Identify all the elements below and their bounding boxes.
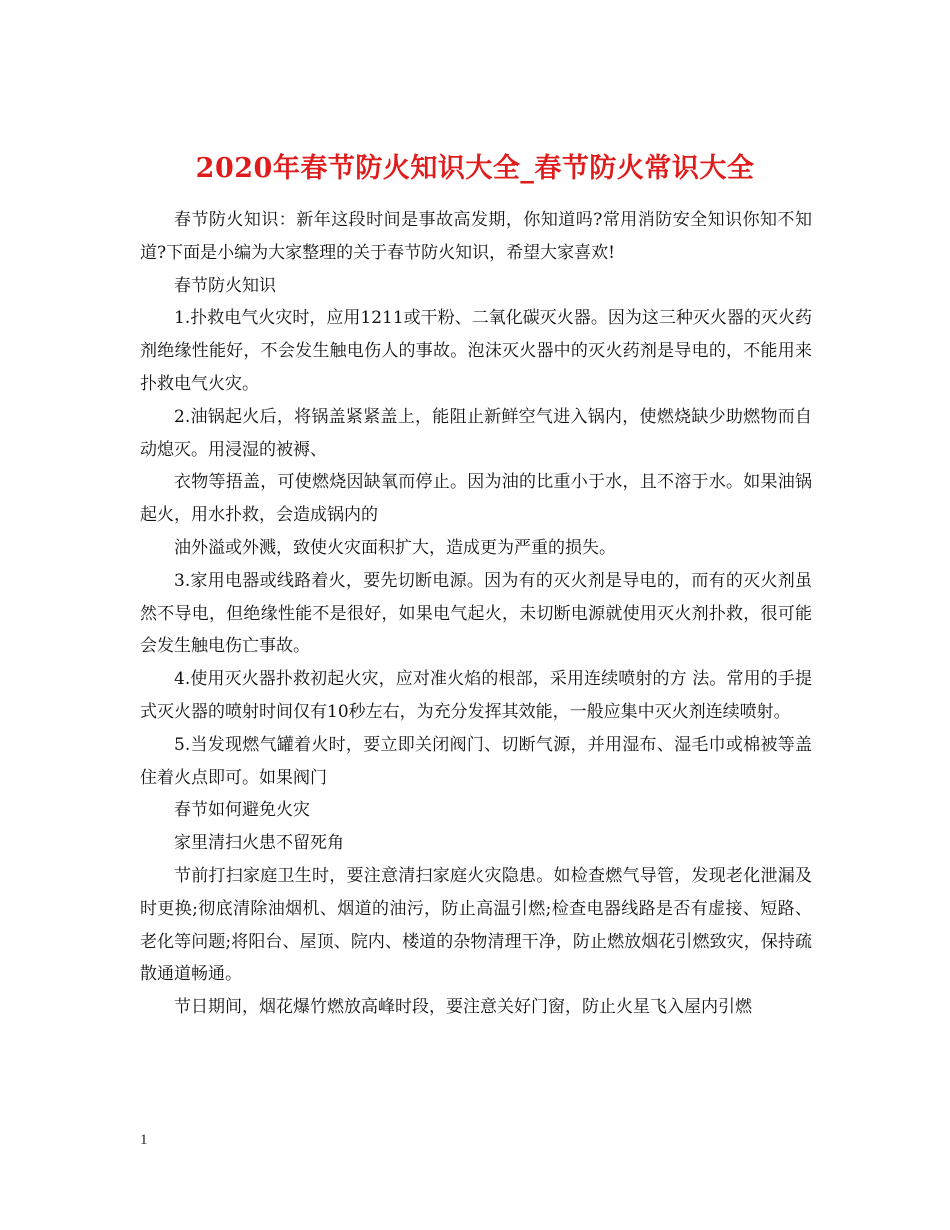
- paragraph-item-5: 5.当发现燃气罐着火时，要立即关闭阀门、切断气源，并用湿布、湿毛巾或棉被等盖住着火点即可。如果阀门: [140, 734, 812, 788]
- paragraph-item-2: 2.油锅起火后，将锅盖紧紧盖上，能阻止新鲜空气进入锅内，使燃烧缺少助燃物而自动熄灭。用浸湿的被褥、: [140, 406, 812, 460]
- paragraph-item-4: 4.使用灭火器扑救初起火灾，应对准火焰的根部，采用连续喷射的方 法。常用的手提式灭火器的喷射时间仅有10秒左右，为充分发挥其效能，一般应集中灭火剂连续喷射。: [140, 669, 812, 722]
- document-body: [140, 204, 812, 1024]
- paragraph-item-2-end: 油外溢或外溅，致使火灾面积扩大，造成更为严重的损失。: [174, 537, 616, 558]
- section-heading: 春节防火知识: [174, 275, 276, 296]
- paragraph-item-2-cont: 衣物等捂盖，可使燃烧因缺氧而停止。因为油的比重小于水，且不溶于水。如果油锅起火，用水扑救，会造成锅内的: [140, 472, 812, 526]
- paragraph-item-1: 1.扑救电气火灾时，应用1211或干粉、二氧化碳灭火器。因为这三种灭火器的灭火药剂绝缘性能好，不会发生触电伤人的事故。泡沫灭火器中的灭火药剂是导电的，不能用来扑救电气火灾。: [140, 308, 812, 394]
- paragraph-holiday: 节日期间，烟花爆竹燃放高峰时段，要注意关好门窗，防止火星飞入屋内引燃: [174, 997, 752, 1018]
- document-title: 2020年春节防火知识大全_春节防火常识大全: [195, 153, 755, 185]
- subheading-cleaning: 家里清扫火患不留死角: [174, 833, 344, 854]
- paragraph-item-3: 3.家用电器或线路着火，要先切断电源。因为有的灭火剂是导电的，而有的灭火剂虽然不导电，但绝缘性能不是很好，如果电气起火，未切断电源就使用灭火剂扑救，很可能会发生触电伤亡事故。: [140, 570, 812, 657]
- paragraph-cleaning: 节前打扫家庭卫生时，要注意清扫家庭火灾隐患。如检查燃气导管，发现老化泄漏及时更换;彻底清除油烟机、烟道的油污，防止高温引燃;检查电器线路是否有虚接、短路、老化等问题;将阳台、屋顶、院内、楼道的杂物清理干净，防止燃放烟花引燃致灾，保持疏散通道畅通。: [140, 865, 812, 985]
- page-number: 1: [140, 1132, 148, 1148]
- paragraph-intro: 春节防火知识：新年这段时间是事故高发期，你知道吗?常用消防安全知识你知不知道?下面是小编为大家整理的关于春节防火知识，希望大家喜欢!: [140, 210, 812, 263]
- section-heading-avoid-fire: 春节如何避免火灾: [174, 800, 310, 821]
